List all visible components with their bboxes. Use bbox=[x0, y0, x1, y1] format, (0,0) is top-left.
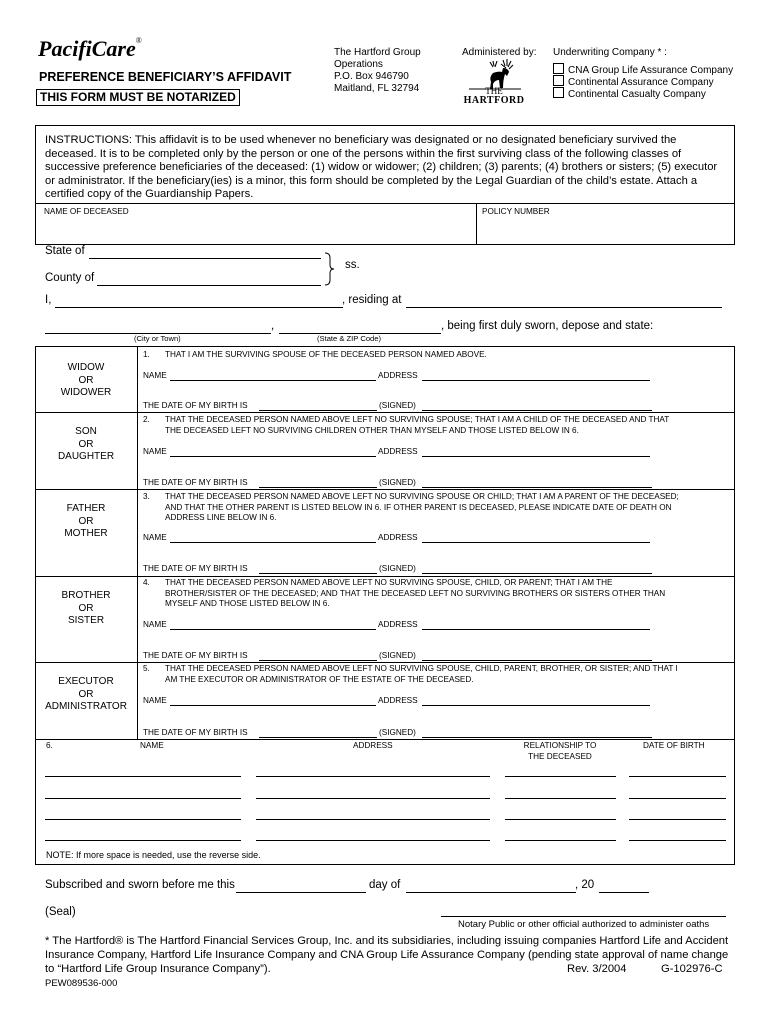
section-label-parent: FATHER OR MOTHER bbox=[64, 503, 108, 539]
section-5-name-field[interactable] bbox=[170, 705, 376, 706]
name-of-deceased-field[interactable] bbox=[40, 218, 472, 242]
section-4-statement: THAT THE DECEASED PERSON NAMED ABOVE LEFT NO SURVIVING SPOUSE, CHILD, OR PARENT; THAT I AM THE BROTHER/SISTER OF THE DECEASED; AND THAT THE DECEASED LEFT NO SURVIVING BROTHERS OR SISTERS OTHER THAN MYSELF AND THOSE LISTED BELOW IN 6. bbox=[165, 578, 666, 608]
section-4-address-field[interactable] bbox=[422, 629, 650, 630]
section-label-sibling: BROTHER OR SISTER bbox=[61, 590, 111, 626]
affiant-name-field[interactable] bbox=[55, 307, 343, 308]
section-4-birth-date-field[interactable] bbox=[259, 660, 377, 661]
underwriting-option-continental-assurance[interactable]: Continental Assurance Company bbox=[553, 75, 714, 89]
day-of-label: day of bbox=[369, 879, 401, 891]
hartford-logo: THE HARTFORD bbox=[463, 58, 525, 108]
sworn-text: , being first duly sworn, depose and state: bbox=[441, 320, 654, 332]
state-of-label: State of bbox=[45, 245, 85, 257]
section-5-address-field[interactable] bbox=[422, 705, 650, 706]
section-6-row-4-relationship[interactable] bbox=[505, 840, 616, 841]
brace-icon bbox=[323, 252, 335, 286]
form-number: G-102976-C bbox=[661, 963, 723, 975]
administered-by-label: Administered by: bbox=[462, 47, 537, 58]
section-6-row-1-relationship[interactable] bbox=[505, 776, 616, 777]
ss-label: ss. bbox=[345, 259, 360, 271]
notary-year-field[interactable] bbox=[599, 892, 649, 893]
section-3-statement: THAT THE DECEASED PERSON NAMED ABOVE LEFT NO SURVIVING SPOUSE OR CHILD; THAT I AM A PARENT OF THE DECEASED; AND THAT THE OTHER PARENT IS LISTED BELOW IN 6. IF OTHER PARENT IS DECEASED, PLEASE INDICATE DATE OF DEATH ON ADDRESS LINE BELOW IN 6. bbox=[165, 492, 679, 522]
section-5-statement: THAT THE DECEASED PERSON NAMED ABOVE LEFT NO SURVIVING SPOUSE, CHILD, PARENT, BROTHER, OR SISTER; AND THAT I AM THE EXECUTOR OR ADMINISTRATOR OF THE ESTATE OF THE DECEASED. bbox=[165, 664, 678, 684]
notary-caption: Notary Public or other official authorized to administer oaths bbox=[458, 919, 710, 930]
section-label-child: SON OR DAUGHTER bbox=[57, 426, 115, 462]
underwriting-label: Underwriting Company * : bbox=[553, 47, 667, 58]
notarized-notice: THIS FORM MUST BE NOTARIZED bbox=[36, 89, 240, 106]
seal-label: (Seal) bbox=[45, 906, 76, 918]
document-code: PEW089536-000 bbox=[45, 978, 118, 989]
underwriting-option-cna[interactable]: CNA Group Life Assurance Company bbox=[553, 63, 733, 77]
section-1-signature-field[interactable] bbox=[422, 410, 652, 411]
form-title: PREFERENCE BENEFICIARY’S AFFIDAVIT bbox=[39, 70, 292, 84]
section-6-col-dob: DATE OF BIRTH bbox=[643, 741, 705, 750]
section-1-birth-date-field[interactable] bbox=[259, 410, 377, 411]
section-1-name-field[interactable] bbox=[170, 380, 376, 381]
county-of-field[interactable] bbox=[97, 285, 321, 286]
section-6-row-2-dob[interactable] bbox=[629, 798, 726, 799]
section-6-row-2-address[interactable] bbox=[256, 798, 490, 799]
section-6-row-3-address[interactable] bbox=[256, 819, 490, 820]
county-of-label: County of bbox=[45, 272, 95, 284]
section-5-birth-date-field[interactable] bbox=[259, 737, 377, 738]
section-4-signature-field[interactable] bbox=[422, 660, 652, 661]
residing-at-label: , residing at bbox=[342, 294, 402, 306]
year-prefix-label: , 20 bbox=[575, 879, 595, 891]
i-label: I, bbox=[45, 294, 52, 306]
notary-month-field[interactable] bbox=[406, 892, 576, 893]
pacificare-logo: PacifiCare® bbox=[38, 36, 142, 61]
city-caption: (City or Town) bbox=[134, 334, 181, 343]
section-6-row-4-name[interactable] bbox=[45, 840, 241, 841]
section-2-birth-date-field[interactable] bbox=[259, 487, 377, 488]
section-label-widow: WIDOW OR WIDOWER bbox=[60, 362, 112, 398]
section-4-name-field[interactable] bbox=[170, 629, 376, 630]
state-of-field[interactable] bbox=[89, 258, 321, 259]
section-6-row-4-address[interactable] bbox=[256, 840, 490, 841]
section-3-name-field[interactable] bbox=[170, 542, 376, 543]
comma-separator: , bbox=[271, 320, 275, 332]
hartford-disclaimer: * The Hartford® is The Hartford Financial Services Group, Inc. and its subsidiaries, including issuing companies Hartford Life and Accident Insurance Company, Hartford Life Insurance Company and CNA Group Life Assurance Company (pending state approval of name change to “Hartford Life Group Insurance Company”). bbox=[45, 935, 729, 975]
section-6-note: NOTE: If more space is needed, use the reverse side. bbox=[46, 850, 261, 860]
section-6-row-4-dob[interactable] bbox=[629, 840, 726, 841]
section-2-address-field[interactable] bbox=[422, 456, 650, 457]
section-6-row-1-dob[interactable] bbox=[629, 776, 726, 777]
section-6-row-3-relationship[interactable] bbox=[505, 819, 616, 820]
notary-day-field[interactable] bbox=[236, 892, 366, 893]
section-2-statement: THAT THE DECEASED PERSON NAMED ABOVE LEFT NO SURVIVING SPOUSE; THAT I AM A CHILD OF THE DECEASED AND THAT THE DECEASED LEFT NO SURVIVING CHILDREN OTHER THAN MYSELF AND THOSE LISTED BELOW IN 6. bbox=[165, 415, 670, 435]
section-6-col-address: ADDRESS bbox=[353, 741, 393, 750]
section-6-row-1-address[interactable] bbox=[256, 776, 490, 777]
section-6-row-1-name[interactable] bbox=[45, 776, 241, 777]
mailing-address: The Hartford Group Operations P.O. Box 946790 Maitland, FL 32794 bbox=[334, 47, 421, 94]
checkbox[interactable] bbox=[553, 87, 564, 98]
section-2-signature-field[interactable] bbox=[422, 487, 652, 488]
section-3-birth-date-field[interactable] bbox=[259, 573, 377, 574]
section-6-row-2-name[interactable] bbox=[45, 798, 241, 799]
revision-date: Rev. 3/2004 bbox=[567, 963, 627, 975]
section-3-signature-field[interactable] bbox=[422, 573, 652, 574]
underwriting-option-continental-casualty[interactable]: Continental Casualty Company bbox=[553, 87, 706, 101]
section-label-executor: EXECUTOR OR ADMINISTRATOR bbox=[45, 676, 127, 712]
checkbox[interactable] bbox=[553, 63, 564, 74]
section-1-address-field[interactable] bbox=[422, 380, 650, 381]
section-3-address-field[interactable] bbox=[422, 542, 650, 543]
section-6-row-3-name[interactable] bbox=[45, 819, 241, 820]
section-2-name-field[interactable] bbox=[170, 456, 376, 457]
policy-number-field[interactable] bbox=[480, 218, 730, 242]
instructions-text: INSTRUCTIONS: This affidavit is to be used whenever no beneficiary was designated or no designated beneficiary survived the deceased. It is to be completed only by the person or one of the persons within the first surviving class of the following classes of successive preference beneficiaries of the deceased: (1) widow or widower; (2) children; (3) parents; (4) brothers or sisters; (5) executor or administrator. If the beneficiary(ies) is a minor, this form should be completed by the Legal Guardian of the child’s estate. Attach a certified copy of the Guardianship Papers. bbox=[45, 134, 718, 201]
section-6-col-name: NAME bbox=[140, 741, 164, 750]
section-6-row-3-dob[interactable] bbox=[629, 819, 726, 820]
name-of-deceased-label: NAME OF DECEASED bbox=[44, 207, 129, 216]
subscribed-label: Subscribed and sworn before me this bbox=[45, 879, 235, 891]
state-zip-caption: (State & ZIP Code) bbox=[317, 334, 382, 343]
section-6-number: 6. bbox=[46, 741, 53, 750]
section-1-statement: THAT I AM THE SURVIVING SPOUSE OF THE DECEASED PERSON NAMED ABOVE. bbox=[165, 350, 487, 359]
policy-number-label: POLICY NUMBER bbox=[482, 207, 550, 216]
notary-signature-field[interactable] bbox=[441, 916, 726, 917]
section-6-col-relationship: RELATIONSHIP TO THE DECEASED bbox=[523, 741, 597, 761]
section-6-row-2-relationship[interactable] bbox=[505, 798, 616, 799]
section-5-signature-field[interactable] bbox=[422, 737, 652, 738]
residence-address-field[interactable] bbox=[406, 307, 722, 308]
checkbox[interactable] bbox=[553, 75, 564, 86]
